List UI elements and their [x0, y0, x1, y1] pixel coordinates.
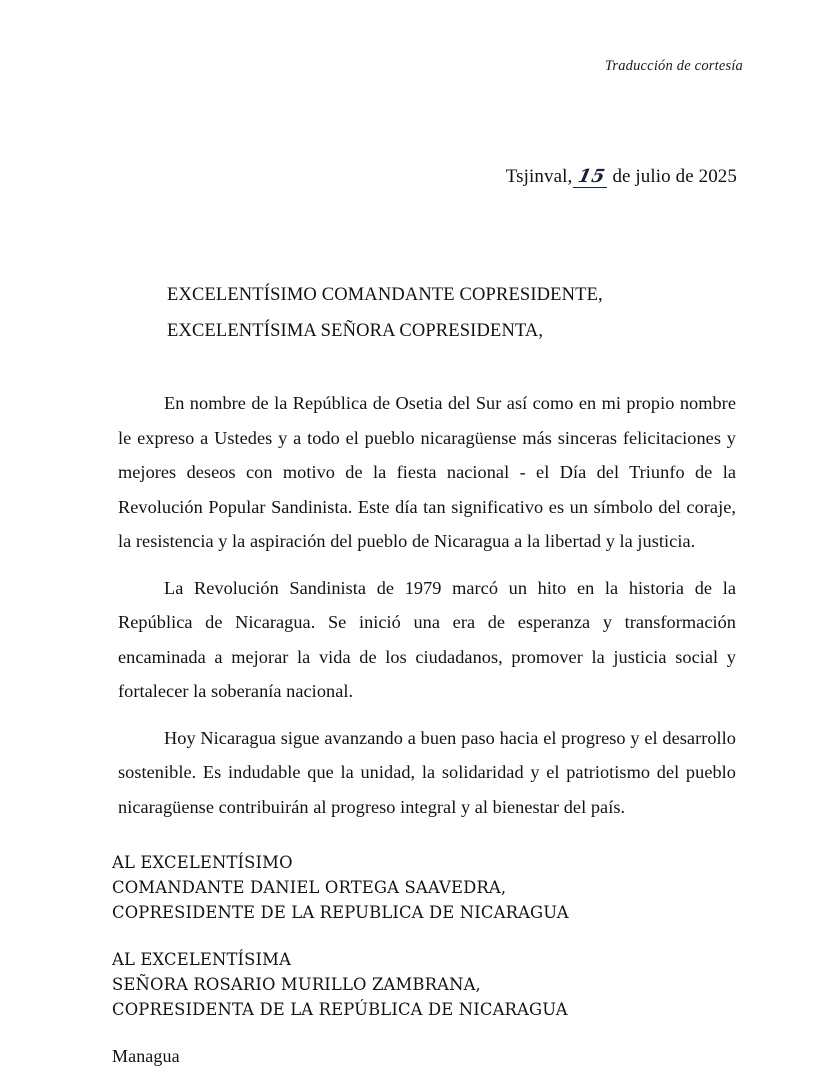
salutation-line-1: EXCELENTÍSIMO COMANDANTE COPRESIDENTE,	[167, 285, 603, 305]
addressee-2-title: COPRESIDENTA DE LA REPÚBLICA DE NICARAGUA	[112, 1000, 568, 1019]
letter-body	[118, 386, 736, 824]
body-paragraph-2: La Revolución Sandinista de 1979 marcó un hito en la historia de la República de Nicaragua. Se inició una era de esperanza y transformación encaminada a mejorar la vida de los ciudadanos, promover la justicia social y fortalecer la soberanía nacional.	[118, 577, 736, 701]
salutation-block	[167, 277, 767, 349]
addressee-1-name: COMANDANTE DANIEL ORTEGA SAAVEDRA,	[112, 878, 507, 897]
body-paragraph-3: Hoy Nicaragua sigue avanzando a buen paso hacia el progreso y el desarrollo sostenible. Es indudable que la unidad, la solidaridad y el patriotismo del pueblo nicaragüense contribuirán al progreso integral y al bienestar del país.	[118, 727, 736, 817]
addressee-2-honorific: AL EXCELENTÍSIMA	[112, 950, 292, 969]
addressee-1-title: COPRESIDENTE DE LA REPUBLICA DE NICARAGUA	[112, 903, 569, 922]
addressee-area	[112, 850, 752, 1068]
addressee-2-name: SEÑORA ROSARIO MURILLO ZAMBRANA,	[112, 975, 481, 994]
dateline	[506, 166, 737, 188]
dateline-month-year: de julio de 2025	[612, 166, 737, 187]
addressee-city: Managua	[112, 1046, 180, 1066]
salutation-line-2: EXCELENTÍSIMA SEÑORA COPRESIDENTA,	[167, 321, 544, 341]
body-paragraph-1: En nombre de la República de Osetia del Sur así como en mi propio nombre le expreso a Ustedes y a todo el pueblo nicaragüense más sinceras felicitaciones y mejores deseos con motivo de la fiesta nacional - el Día del Triunfo de la Revolución Popular Sandinista. Este día tan significativo es un símbolo del coraje, la resistencia y la aspiración del pueblo de Nicaragua a la libertad y la justicia.	[118, 393, 736, 551]
addressee-1-honorific: AL EXCELENTÍSIMO	[112, 853, 293, 872]
courtesy-translation-note: Traducción de cortesía	[604, 58, 743, 74]
addressee-block-secondary	[112, 947, 752, 1022]
addressee-block-primary	[112, 850, 752, 925]
handwritten-day-field: 15	[573, 168, 611, 188]
dateline-place: Tsjinval,	[505, 166, 573, 187]
